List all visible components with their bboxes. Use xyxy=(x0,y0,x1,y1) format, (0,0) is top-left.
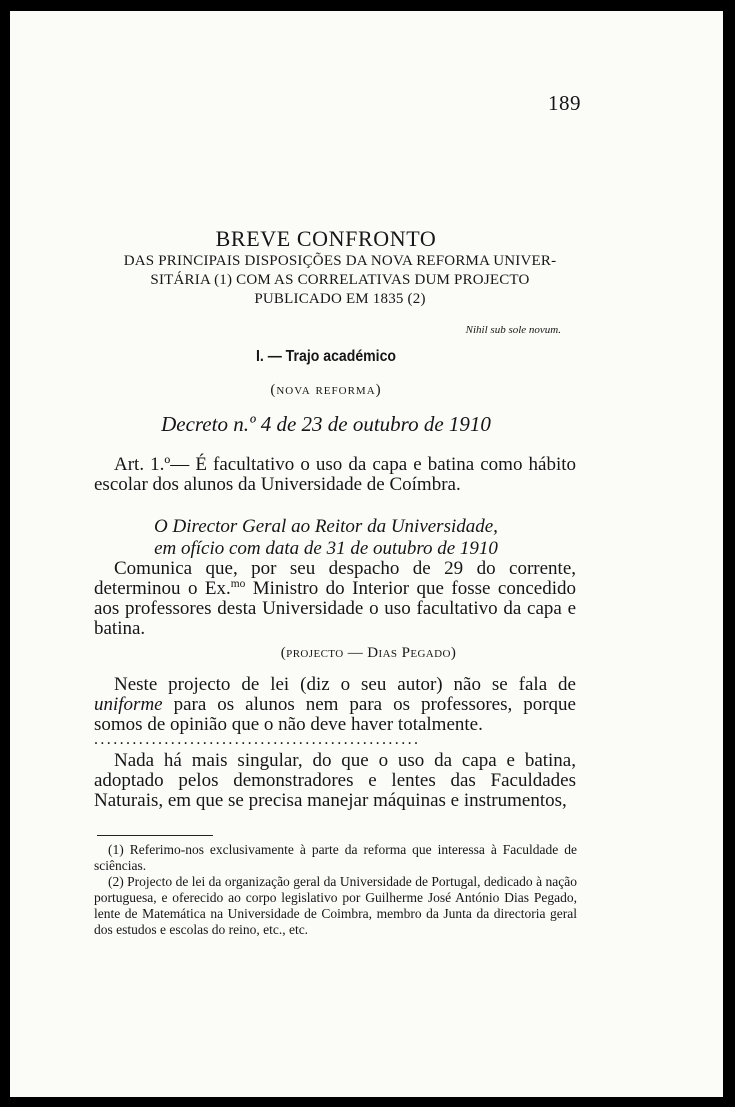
neste-text: Neste projecto de lei (diz o seu autor) não se fala de xyxy=(114,674,576,695)
neste-text-rest: para os alunos nem para os professores, porque somos de opinião que o não deve haver totalmente. xyxy=(94,694,576,735)
official-letter-line: O Director Geral ao Reitor da Universidade, xyxy=(154,516,498,537)
neste-paragraph xyxy=(94,675,576,735)
article-paragraph xyxy=(94,455,576,495)
page-title: BREVE CONFRONTO xyxy=(215,226,437,251)
footnote: (2) Projecto de lei da organização geral da Universidade de Portugal, dedicado à nação portuguesa, e oferecido ao corpo legislativo por Guilherme José António Dias Pegado, lente de Matemática na Universidade de Coimbra, membro da Junta da directoria geral dos estudos e escolas do reino, etc., etc. xyxy=(94,874,577,937)
footnote-rule xyxy=(97,835,213,836)
decree-heading: Decreto n.º 4 de 23 de outubro de 1910 xyxy=(161,412,491,436)
comunica-paragraph xyxy=(94,559,576,639)
comunica-text-rest: Ministro do Interior que fosse concedido aos professores desta Universidade o uso facultativo da capa e batina. xyxy=(94,578,576,639)
footnote: (1) Referimo-nos exclusivamente à parte da reforma que interessa à Faculdade de sciências. xyxy=(94,842,577,873)
nada-paragraph: Nada há mais singular, do que o uso da capa e batina, adoptado pelos demonstradores e lentes das Faculdades Naturais, em que se precisa manejar máquinas e instrumentos, xyxy=(94,750,576,811)
subtitle-line: PUBLICADO EM 1835 (2) xyxy=(254,291,426,307)
epigraph: Nihil sub sole novum. xyxy=(465,324,561,336)
dotted-separator: ................................................... xyxy=(94,731,421,748)
official-letter-heading xyxy=(10,516,642,560)
reform-label: (nova reforma) xyxy=(270,382,382,398)
subtitle-line: DAS PRINCIPAIS DISPOSIÇÕES DA NOVA REFORMA UNIVER- xyxy=(123,253,557,269)
projecto-label: (projecto — Dias Pegado) xyxy=(280,645,457,661)
footnotes xyxy=(94,842,577,938)
page-subtitle xyxy=(90,252,590,309)
section-heading: I. — Trajo académico xyxy=(255,348,397,365)
comunica-superscript: mo xyxy=(230,578,246,591)
article-text: — É facultativo o uso da capa e batina como hábito escolar dos alunos da Universidade de Coímbra. xyxy=(94,454,576,495)
comunica-text: Comunica que, por seu despacho de 29 do corrente, determinou o Ex. xyxy=(94,558,576,599)
neste-italic-word: uniforme xyxy=(94,694,163,715)
official-letter-line: em ofício com data de 31 de outubro de 1910 xyxy=(154,538,498,559)
article-prefix: Art. 1.º xyxy=(114,454,171,475)
subtitle-line: SITÁRIA (1) COM AS CORRELATIVAS DUM PROJECTO xyxy=(150,272,530,288)
page-number: 189 xyxy=(548,91,581,115)
scanned-page xyxy=(10,11,723,1097)
